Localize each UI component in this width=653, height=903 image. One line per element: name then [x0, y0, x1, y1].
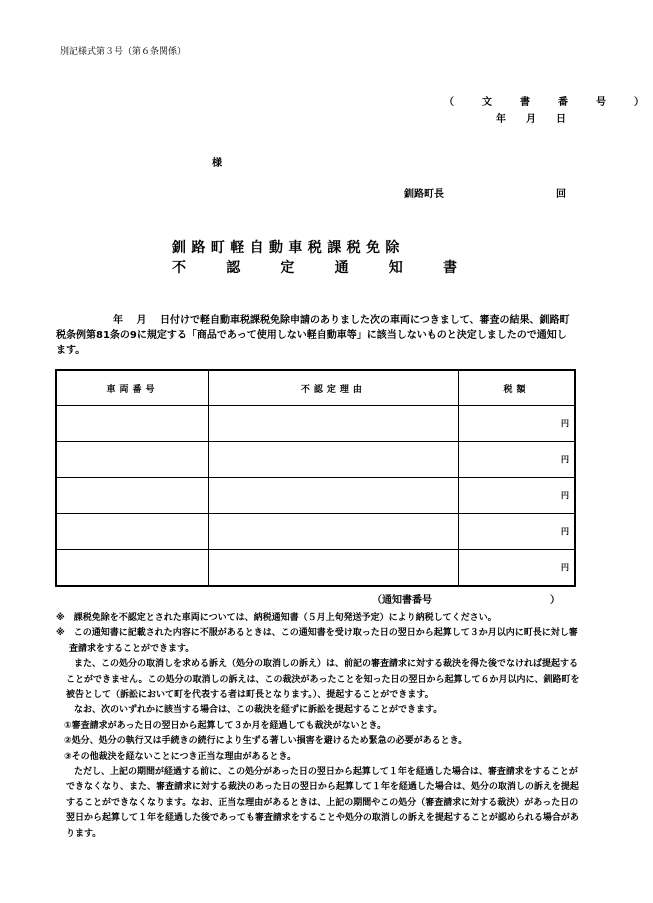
- note-exception-item: ①審査請求があった日の翌日から起算して３か月を経過しても裁決がないとき。: [64, 720, 387, 731]
- table-row: [56, 478, 575, 514]
- addressee-suffix: 様: [212, 158, 222, 169]
- title-char: 定: [280, 260, 295, 276]
- vehicle-table: [55, 369, 576, 587]
- rejection-reason-cell: [208, 550, 458, 587]
- notice-number-close: ）: [550, 595, 560, 606]
- vehicle-number-cell: [56, 406, 208, 442]
- tax-amount-cell: 円: [458, 406, 575, 442]
- table-header-row: [56, 370, 575, 406]
- issue-date: [496, 110, 566, 125]
- form-number: 別記様式第３号（第６条関係）: [60, 47, 187, 57]
- notification-body: [56, 313, 576, 358]
- sender-name: 釧路町長: [404, 189, 444, 200]
- table-row: [56, 550, 575, 587]
- title-char: 通: [334, 260, 349, 276]
- rejection-reason-cell: [208, 442, 458, 478]
- document-number-placeholder: （ 文 書 番 号 ）: [444, 97, 653, 108]
- tax-amount-cell: 円: [458, 442, 575, 478]
- table-row: [56, 514, 575, 550]
- notice-number: [372, 591, 560, 606]
- title-char: 不: [172, 260, 186, 276]
- rejection-reason-cell: [208, 514, 458, 550]
- note-deadline: ただし、上記の期間が経過する前に、この処分があった日の翌日から起算して１年を経過した場合は、審査請求をすることができなくなり、また、審査請求に対する裁決のあった日の翌日から起算して１年を経過した場合は、処分の取消しの訴えを提起することができなくなります。なお、正当な理由があるときは、上記の期間やこの処分（審査請求に対する裁決）があった日の翌日から起算して１年を経過した後であっても審査請求をすることや処分の取消しの訴えを提起することが認められる場合があります。: [66, 767, 579, 839]
- seal-mark: 回: [556, 189, 566, 200]
- note-lawsuit: また、この処分の取消しを求める訴え（処分の取消しの訴え）は、前記の審査請求に対する裁決を得た後でなければ提起することができません。この処分の取消しの訴えは、この裁決があったことを知った日の翌日から起算して６か月以内に、釧路町を被告として（訴訟において町を代表する者は町長となります。）、提起することができます。: [66, 659, 580, 701]
- table-row: [56, 442, 575, 478]
- vehicle-number-cell: [56, 478, 208, 514]
- vehicle-number-cell: [56, 550, 208, 587]
- date-day: 日: [556, 114, 566, 125]
- notice-number-label: （通知書番号: [372, 595, 432, 606]
- header-tax-amount: 税額: [458, 370, 575, 406]
- notification-body-text: 年 月 日付けで軽自動車税課税免除申請のありました次の車両につきまして、審査の結果、釧路町税条例第81条の9に規定する「商品であって使用しない軽自動車等」に該当しないものと決定しましたので通知します。: [56, 315, 570, 356]
- note-payment: ※ 課税免除を不認定とされた車両については、納税通知書（５月上旬発送予定）により納税してください。: [56, 613, 497, 623]
- title-char: 書: [442, 260, 457, 276]
- note-exceptions-intro: なお、次のいずれかに該当する場合は、この裁決を経ずに訴訟を提起することができます。: [74, 705, 443, 716]
- date-year: 年: [496, 114, 506, 125]
- date-month: 月: [526, 114, 536, 125]
- tax-amount-cell: 円: [458, 514, 575, 550]
- title-char: 知: [388, 260, 403, 276]
- notes-section: [56, 611, 580, 842]
- vehicle-number-cell: [56, 442, 208, 478]
- rejection-reason-cell: [208, 406, 458, 442]
- table-row: [56, 406, 575, 442]
- tax-amount-cell: 円: [458, 550, 575, 587]
- header-rejection-reason: 不認定理由: [208, 370, 458, 406]
- document-title-line1: 釧路町軽自動車税課税免除: [172, 240, 405, 256]
- document-title-line2: [172, 257, 457, 277]
- note-exception-item: ③その他裁決を経ないことにつき正当な理由があるとき。: [64, 751, 297, 762]
- header-vehicle-number: 車両番号: [56, 370, 208, 406]
- tax-amount-cell: 円: [458, 478, 575, 514]
- note-appeal: ※ この通知書に記載された内容に不服があるときは、この通知書を受け取った日の翌日から起算して３か月以内に町長に対し審査請求をすることができます。: [56, 628, 578, 654]
- vehicle-number-cell: [56, 514, 208, 550]
- title-char: 認: [226, 260, 241, 276]
- rejection-reason-cell: [208, 478, 458, 514]
- note-exception-item: ②処分、処分の執行又は手続きの続行により生ずる著しい損害を避けるため緊急の必要があるとき。: [64, 736, 468, 747]
